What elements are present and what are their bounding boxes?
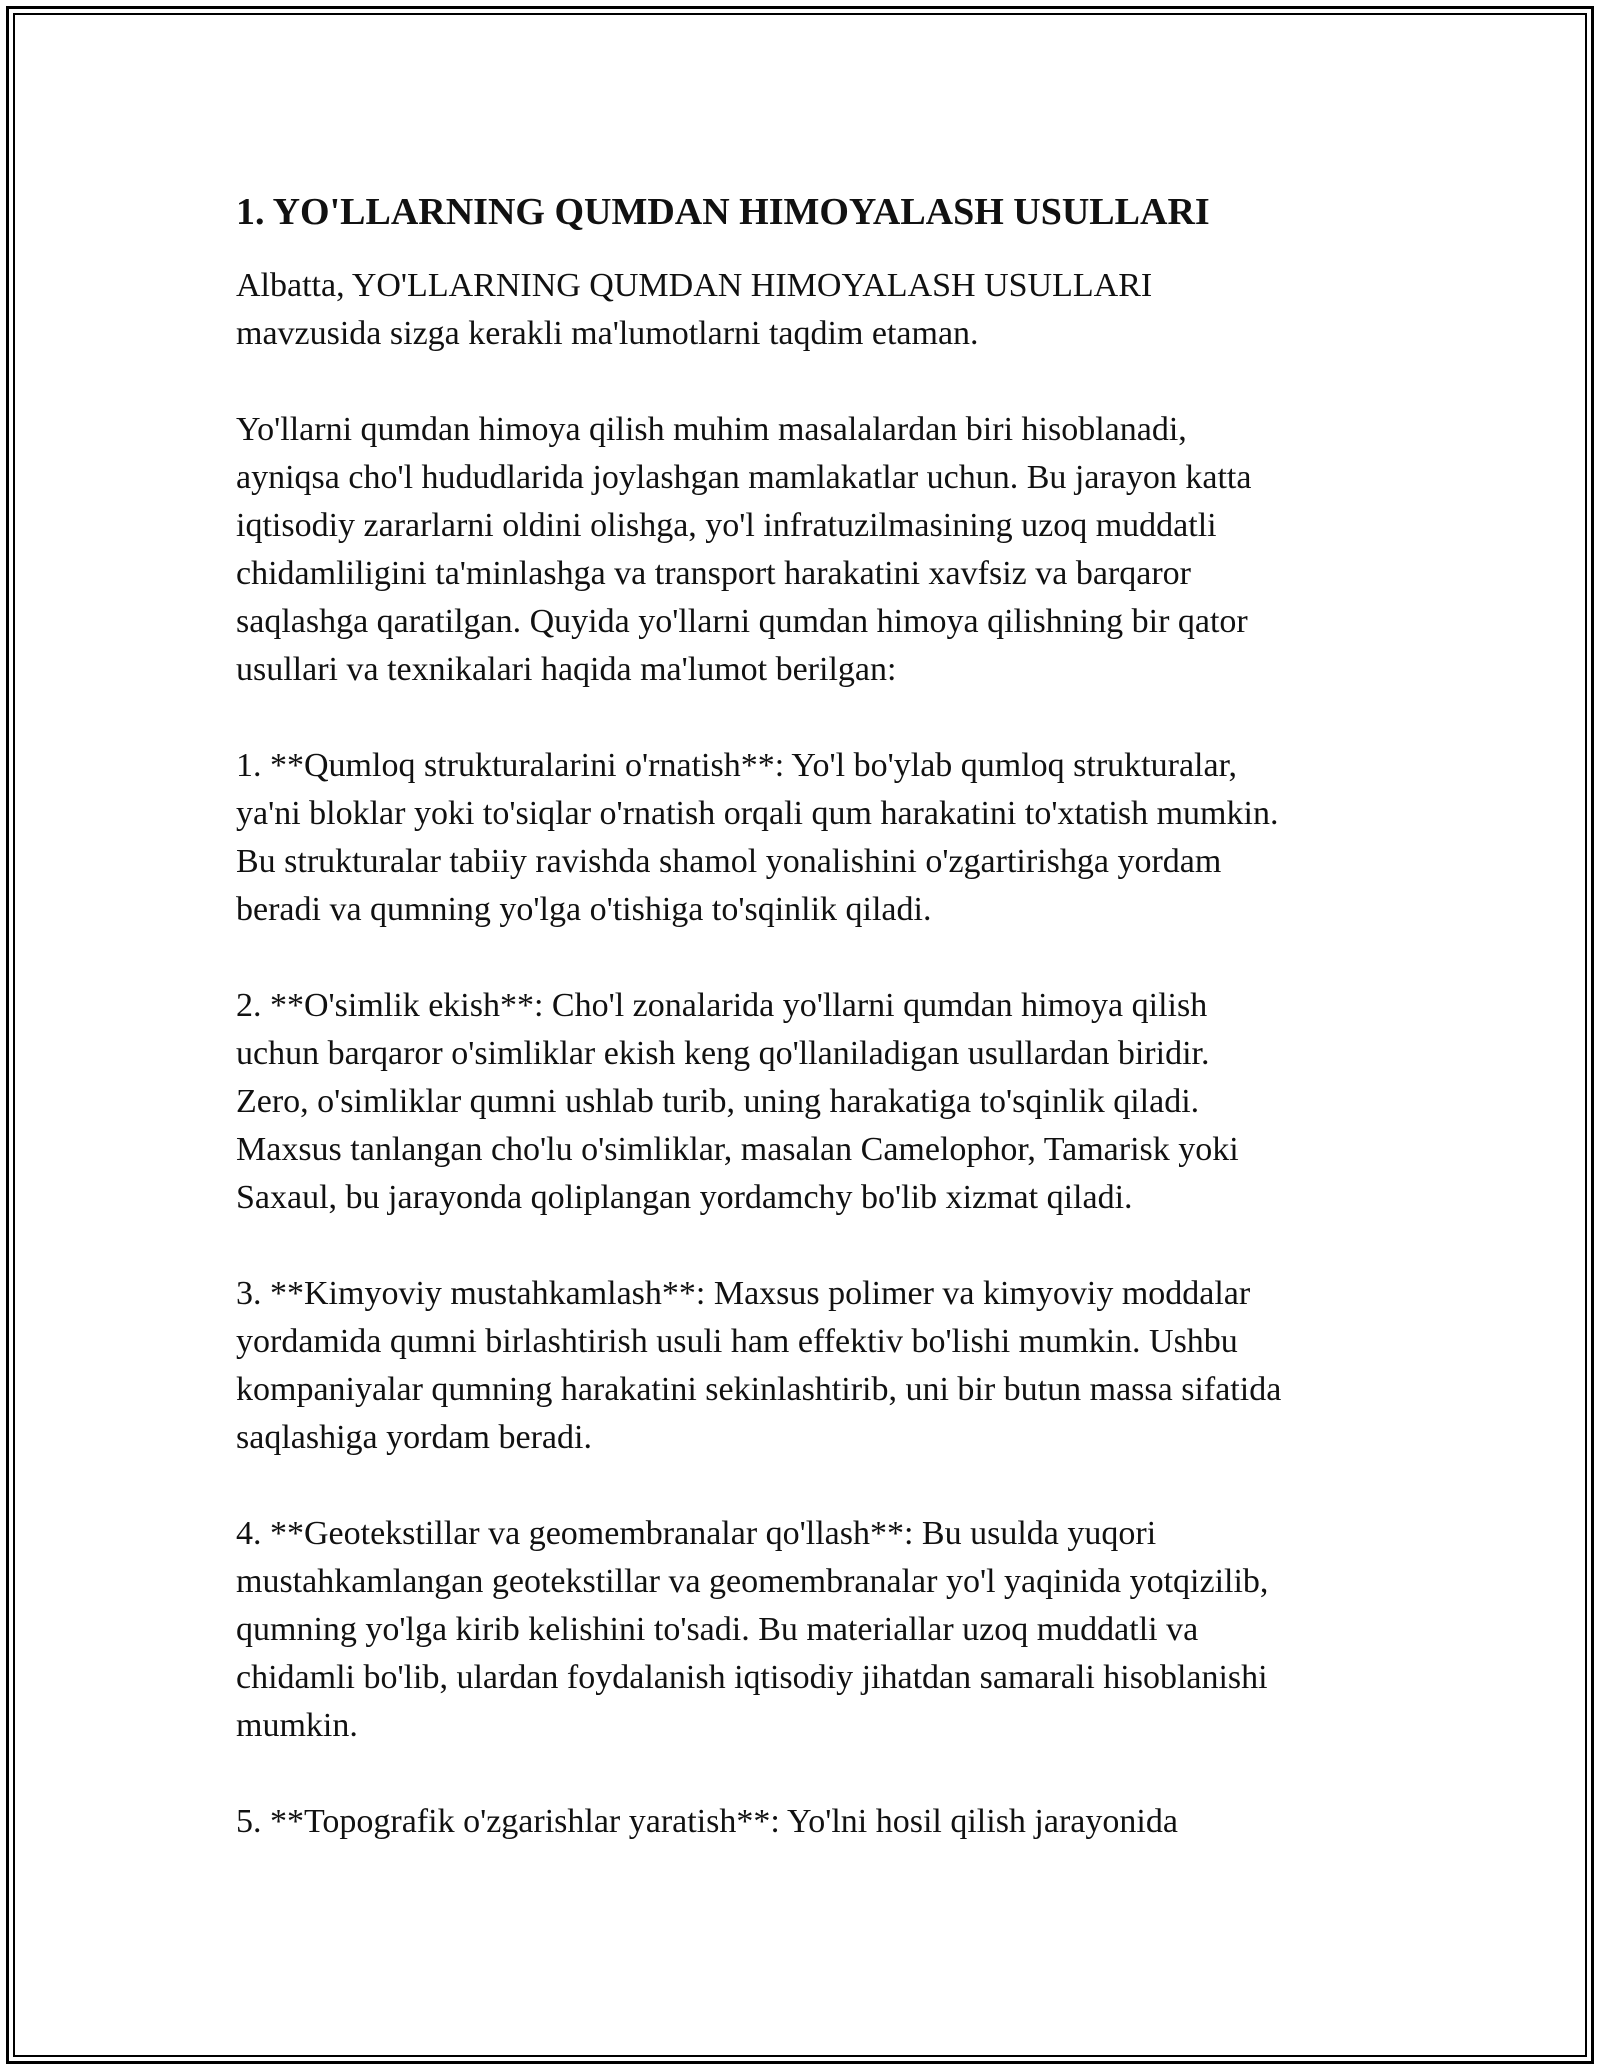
method-5-paragraph: 5. **Topografik o'zgarishlar yaratish**: Yo'lni hosil qilish jarayonida [236, 1803, 1178, 1840]
document-title: 1. YO'LLARNING QUMDAN HIMOYALASH USULLARI [236, 191, 1210, 233]
intro-paragraph: Albatta, YO'LLARNING QUMDAN HIMOYALASH USULLARI mavzusida sizga kerakli ma'lumotlarni taqdim etaman. [236, 267, 1153, 352]
overview-paragraph: Yo'llarni qumdan himoya qilish muhim masalalardan biri hisoblanadi, ayniqsa cho'l hududlarida joylashgan mamlakatlar uchun. Bu jarayon katta iqtisodiy zararlarni oldini olishga, yo'l infratuzilmasining uzoq muddatli chidamliligini ta'minlashga va transport harakatini xavfsiz va barqaror saqlashga qaratilgan. Quyida yo'llarni qumdan himoya qilishning bir qator usullari va texnikalari haqida ma'lumot berilgan: [236, 411, 1252, 688]
document-body [236, 188, 1386, 1846]
method-4-paragraph: 4. **Geotekstillar va geomembranalar qo'llash**: Bu usulda yuqori mustahkamlangan geotekstillar va geomembranalar yo'l yaqinida yotqizilib, qumning yo'lga kirib kelishini to'sadi. Bu materiallar uzoq muddatli va chidamli bo'lib, ulardan foydalanish iqtisodiy jihatdan samarali hisoblanishi mumkin. [236, 1515, 1269, 1744]
method-1-paragraph: 1. **Qumloq strukturalarini o'rnatish**: Yo'l bo'ylab qumloq strukturalar, ya'ni bloklar yoki to'siqlar o'rnatish orqali qum harakatini to'xtatish mumkin. Bu strukturalar tabiiy ravishda shamol yonalishini o'zgartirishga yordam beradi va qumning yo'lga o'tishiga to'sqinlik qiladi. [236, 747, 1279, 928]
method-3-paragraph: 3. **Kimyoviy mustahkamlash**: Maxsus polimer va kimyoviy moddalar yordamida qumni birlashtirish usuli ham effektiv bo'lishi mumkin. Ushbu kompaniyalar qumning harakatini sekinlashtirib, uni bir butun massa sifatida saqlashiga yordam beradi. [236, 1275, 1282, 1456]
method-2-paragraph: 2. **O'simlik ekish**: Cho'l zonalarida yo'llarni qumdan himoya qilish uchun barqaror o'simliklar ekish keng qo'llaniladigan usullardan biridir. Zero, o'simliklar qumni ushlab turib, uning harakatiga to'sqinlik qiladi. Maxsus tanlangan cho'lu o'simliklar, masalan Camelophor, Tamarisk yoki Saxaul, bu jarayonda qoliplangan yordamchy bo'lib xizmat qiladi. [236, 987, 1239, 1216]
